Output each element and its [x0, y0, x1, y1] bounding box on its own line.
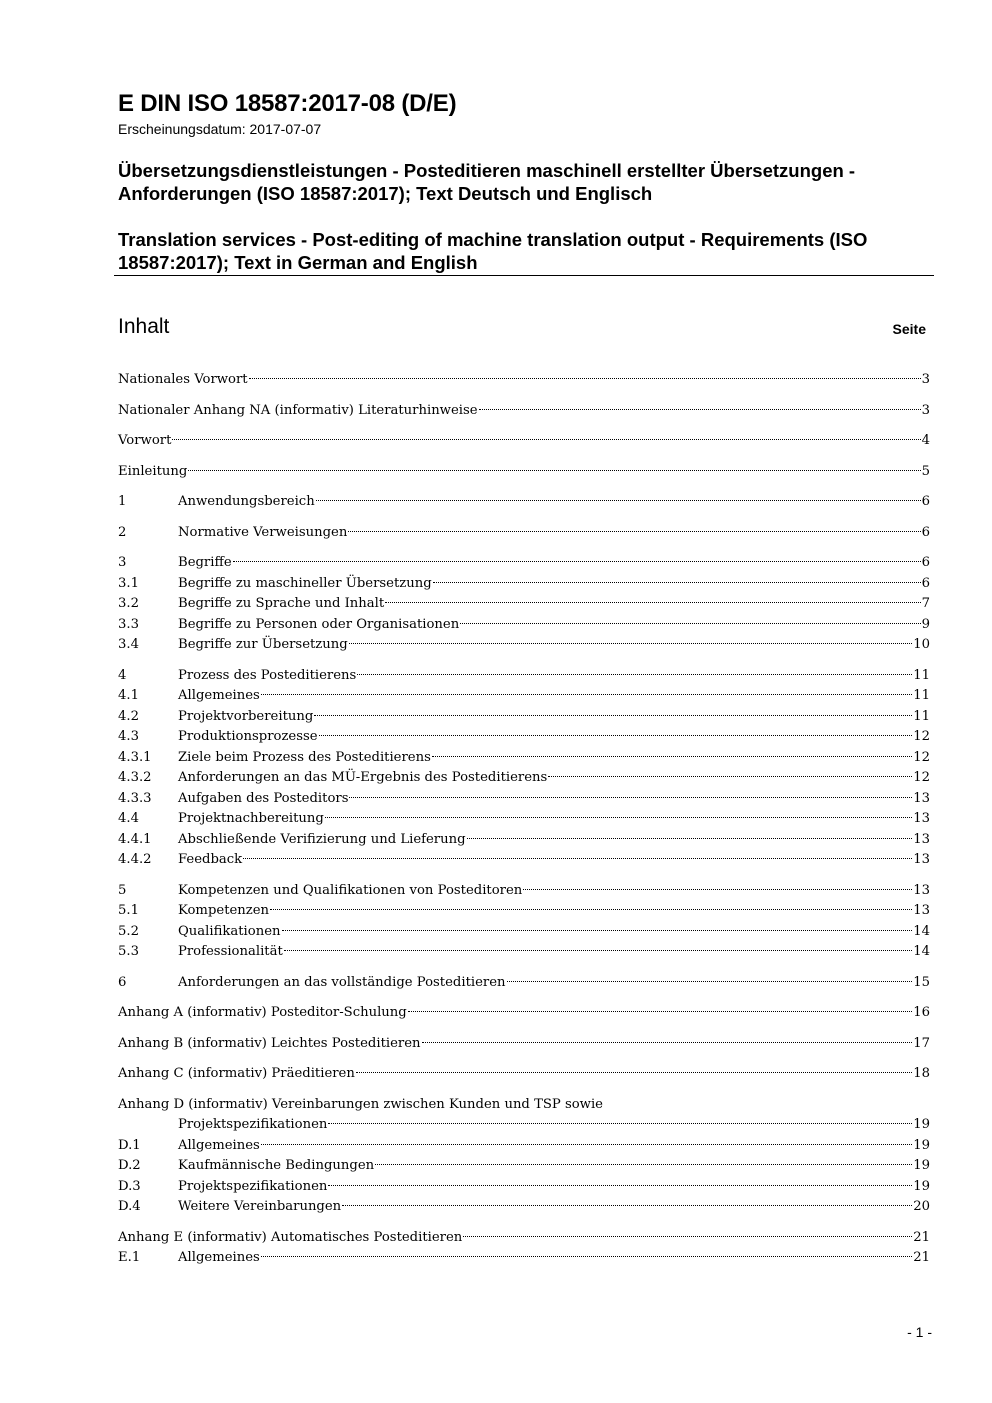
toc-entry[interactable]: D.2 Kaufmännische Bedingungen 19: [118, 1158, 930, 1173]
toc-entry[interactable]: D.3 Projektspezifikationen 19: [118, 1178, 930, 1194]
toc-entry[interactable]: E.1 Allgemeines 21: [118, 1250, 930, 1265]
toc-entry[interactable]: Nationales Vorwort 3: [118, 372, 930, 387]
toc-entry[interactable]: 3.3 Begriffe zu Personen oder Organisationen 9: [118, 616, 930, 632]
toc-entry[interactable]: D.4 Weitere Vereinbarungen 20: [118, 1199, 930, 1214]
footer-page-number: - 1 -: [907, 1324, 932, 1340]
standard-title: E DIN ISO 18587:2017-08 (D/E): [118, 90, 457, 117]
toc-entry[interactable]: Anhang D (informativ) Vereinbarungen zwischen Kunden und TSP sowie: [118, 1096, 603, 1112]
title-german: Übersetzungsdienstleistungen - Posteditieren maschinell erstellter Übersetzungen - Anforderungen (ISO 18587:2017); Text Deutsch und Englisch: [118, 160, 856, 204]
toc-entry[interactable]: Anhang A (informativ) Posteditor-Schulung 16: [118, 1005, 930, 1020]
toc-entry[interactable]: Anhang B (informativ) Leichtes Posteditieren 17: [118, 1035, 930, 1051]
header-rule: [114, 275, 934, 276]
publication-date: Erscheinungsdatum: 2017-07-07: [118, 121, 322, 137]
toc-entry[interactable]: 5.1 Kompetenzen 13: [118, 903, 930, 918]
toc-entry-continuation[interactable]: Projektspezifikationen 19: [178, 1117, 930, 1132]
toc-entry[interactable]: 3 Begriffe 6: [118, 555, 930, 570]
toc-entry[interactable]: 4 Prozess des Posteditierens 11: [118, 667, 930, 683]
table-of-contents: [118, 370, 930, 1269]
toc-entry[interactable]: Nationaler Anhang NA (informativ) Literaturhinweise 3: [118, 402, 930, 418]
toc-entry[interactable]: Anhang C (informativ) Präeditieren 18: [118, 1066, 930, 1081]
toc-entry[interactable]: 5 Kompetenzen und Qualifikationen von Posteditoren 13: [118, 882, 930, 898]
toc-entry[interactable]: 4.3.3 Aufgaben des Posteditors 13: [118, 790, 930, 806]
toc-entry[interactable]: 3.2 Begriffe zu Sprache und Inhalt 7: [118, 596, 930, 611]
toc-entry[interactable]: 4.4 Projektnachbereitung 13: [118, 811, 930, 826]
toc-entry[interactable]: 4.4.1 Abschließende Verifizierung und Lieferung 13: [118, 831, 930, 847]
toc-entry[interactable]: Vorwort 4: [118, 433, 930, 448]
toc-page-column-label: Seite: [892, 321, 926, 337]
toc-entry[interactable]: 4.1 Allgemeines 11: [118, 688, 930, 703]
toc-entry[interactable]: 4.2 Projektvorbereitung 11: [118, 708, 930, 724]
toc-entry[interactable]: 5.3 Professionalität 14: [118, 944, 930, 959]
toc-entry[interactable]: 2 Normative Verweisungen 6: [118, 524, 930, 540]
title-english: Translation services - Post-editing of machine translation output - Requirements (ISO 18587:2017); Text in German and English: [118, 229, 868, 273]
toc-entry[interactable]: Einleitung 5: [118, 463, 930, 479]
toc-entry[interactable]: D.1 Allgemeines 19: [118, 1137, 930, 1153]
toc-entry[interactable]: 4.3.1 Ziele beim Prozess des Posteditierens 12: [118, 749, 930, 765]
toc-entry[interactable]: 4.3.2 Anforderungen an das MÜ-Ergebnis des Posteditierens 12: [118, 770, 930, 785]
toc-entry[interactable]: 3.1 Begriffe zu maschineller Übersetzung 6: [118, 575, 930, 591]
toc-heading: Inhalt: [118, 315, 170, 338]
toc-entry[interactable]: 5.2 Qualifikationen 14: [118, 923, 930, 939]
toc-entry[interactable]: Anhang E (informativ) Automatisches Posteditieren 21: [118, 1229, 930, 1245]
toc-entry[interactable]: 6 Anforderungen an das vollständige Posteditieren 15: [118, 974, 930, 990]
toc-entry[interactable]: 3.4 Begriffe zur Übersetzung 10: [118, 637, 930, 652]
toc-entry[interactable]: 4.3 Produktionsprozesse 12: [118, 729, 930, 744]
toc-entry[interactable]: 4.4.2 Feedback 13: [118, 852, 930, 867]
toc-entry[interactable]: 1 Anwendungsbereich 6: [118, 494, 930, 509]
